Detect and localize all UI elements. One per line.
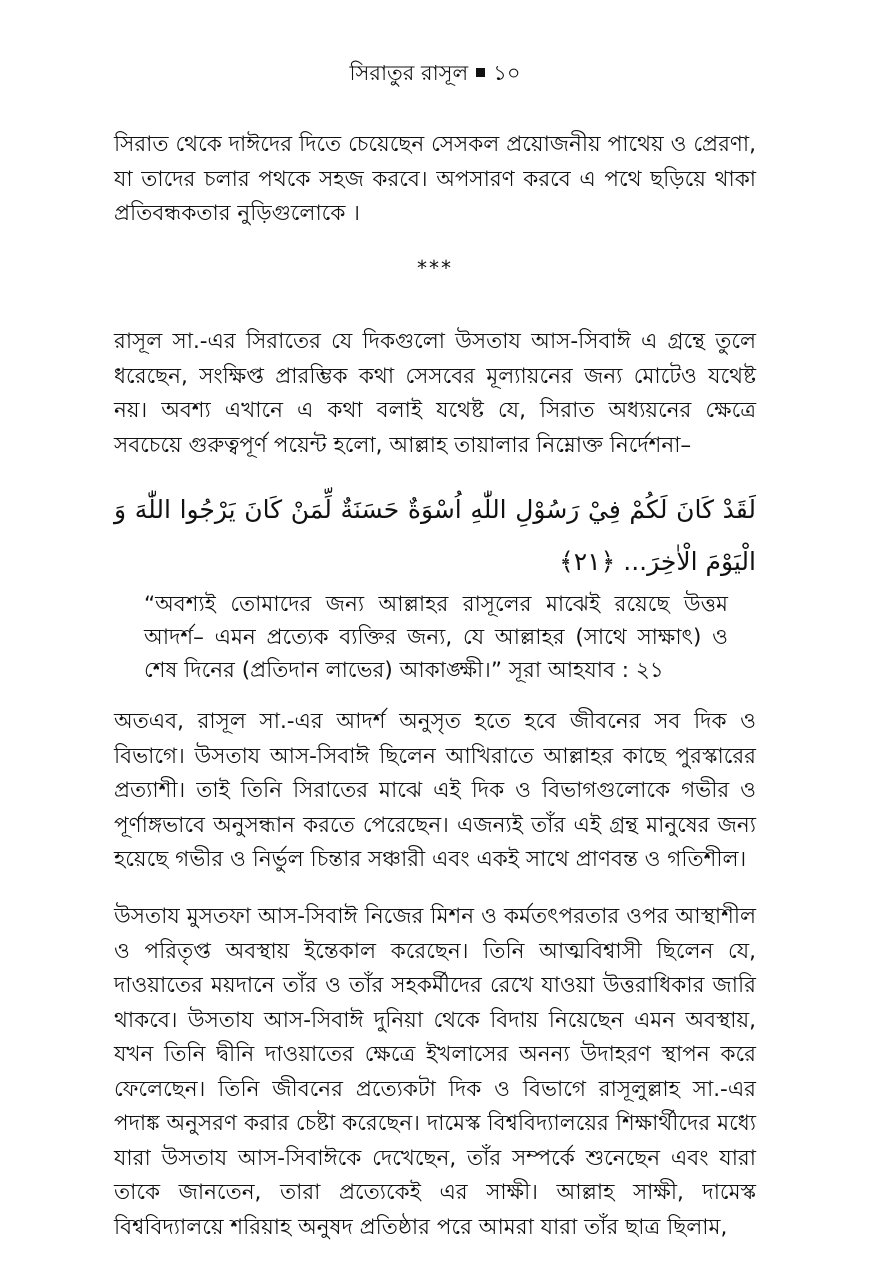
running-head	[0, 58, 870, 88]
page-number: ১০	[493, 61, 521, 85]
paragraph-3: অতএব, রাসূল সা.-এর আদর্শ অনুসৃত হতে হবে জীবনের সব দিক ও বিভাগে। উসতায আস-সিবাঈ ছিলেন আখিরাতে আল্লাহর কাছে পুরস্কারের প্রত্যাশী। তাই তিনি সিরাতের মাঝে এই দিক ও বিভাগগুলোকে গভীর ও পূর্ণাঙ্গভাবে অনুসন্ধান করতে পেরেছেন। এজন্যই তাঁর এই গ্রন্থ মানুষের জন্য হয়েছে গভীর ও নির্ভুল চিন্তার সঞ্চারী এবং একই সাথে প্রাণবন্ত ও গতিশীল।	[114, 709, 756, 872]
square-bullet-icon	[476, 68, 485, 77]
paragraph-2: রাসূল সা.-এর সিরাতের যে দিকগুলো উসতায আস-সিবাঈ এ গ্রন্থে তুলে ধরেছেন, সংক্ষিপ্ত প্রারম্ভিক কথা সেসবের মূল্যায়নের জন্য মোটেও যথেষ্ট নয়। অবশ্য এখানে এ কথা বলাই যথেষ্ট যে, সিরাত অধ্যয়নের ক্ষেত্রে সবচেয়ে গুরুত্বপূর্ণ পয়েন্ট হলো, আল্লাহ তায়ালার নিম্নোক্ত নির্দেশনা–	[114, 329, 756, 458]
paragraph-4: উসতায মুসতফা আস-সিবাঈ নিজের মিশন ও কর্মতৎপরতার ওপর আস্থাশীল ও পরিতৃপ্ত অবস্থায় ইন্তেকাল করেছেন। তিনি আত্মবিশ্বাসী ছিলেন যে, দাওয়াতের ময়দানে তাঁর ও তাঁর সহকর্মীদের রেখে যাওয়া উত্তরাধিকার জারি থাকবে। উসতায আস-সিবাঈ দুনিয়া থেকে বিদায় নিয়েছেন এমন অবস্থায়, যখন তিনি দ্বীনি দাওয়াতের ক্ষেত্রে ইখলাসের অনন্য উদাহরণ স্থাপন করে ফেলেছেন। তিনি জীবনের প্রত্যেকটা দিক ও বিভাগে রাসূলুল্লাহ সা.-এর পদাঙ্ক অনুসরণ করার চেষ্টা করেছেন। দামেস্ক বিশ্ববিদ্যালয়ের শিক্ষার্থীদের মধ্যে যারা উসতায আস-সিবাঈকে দেখেছেন, তাঁর সম্পর্কে শুনেছেন এবং যারা তাকে জানতেন, তারা প্রত্যেকেই এর সাক্ষী। আল্লাহ সাক্ষী, দামেস্ক বিশ্ববিদ্যালয়ে শরিয়াহ অনুষদ প্রতিষ্ঠার পরে আমরা যারা তাঁর ছাত্র ছিলাম,	[114, 904, 756, 1240]
verse-translation: “অবশ্যই তোমাদের জন্য আল্লাহর রাসূলের মাঝেই রয়েছে উত্তম আদর্শ– এমন প্রত্যেক ব্যক্তির জন্য, যে আল্লাহর (সাথে সাক্ষাৎ) ও শেষ দিনের (প্রতিদান লাভের) আকাঙ্ক্ষী।” সূরা আহযাব : ২১	[144, 592, 728, 683]
quran-verse-arabic: لَقَدْ كَانَ لَكُمْ فِيْ رَسُوْلِ اللّٰهِ اُسْوَةٌ حَسَنَةٌ لِّمَنْ كَانَ يَرْجُوا اللّٰهَ وَ الْيَوْمَ الْاٰخِرَ... ﴿٢١﴾	[114, 495, 756, 576]
section-separator: ***	[417, 256, 453, 280]
paragraph-1: সিরাত থেকে দাঈদের দিতে চেয়েছেন সেসকল প্রয়োজনীয় পাথেয় ও প্রেরণা, যা তাদের চলার পথকে সহজ করবে। অপসারণ করবে এ পথে ছড়িয়ে থাকা প্রতিবন্ধকতার নুড়িগুলোকে ।	[114, 132, 756, 226]
book-title: সিরাতুর রাসূল	[349, 61, 469, 85]
